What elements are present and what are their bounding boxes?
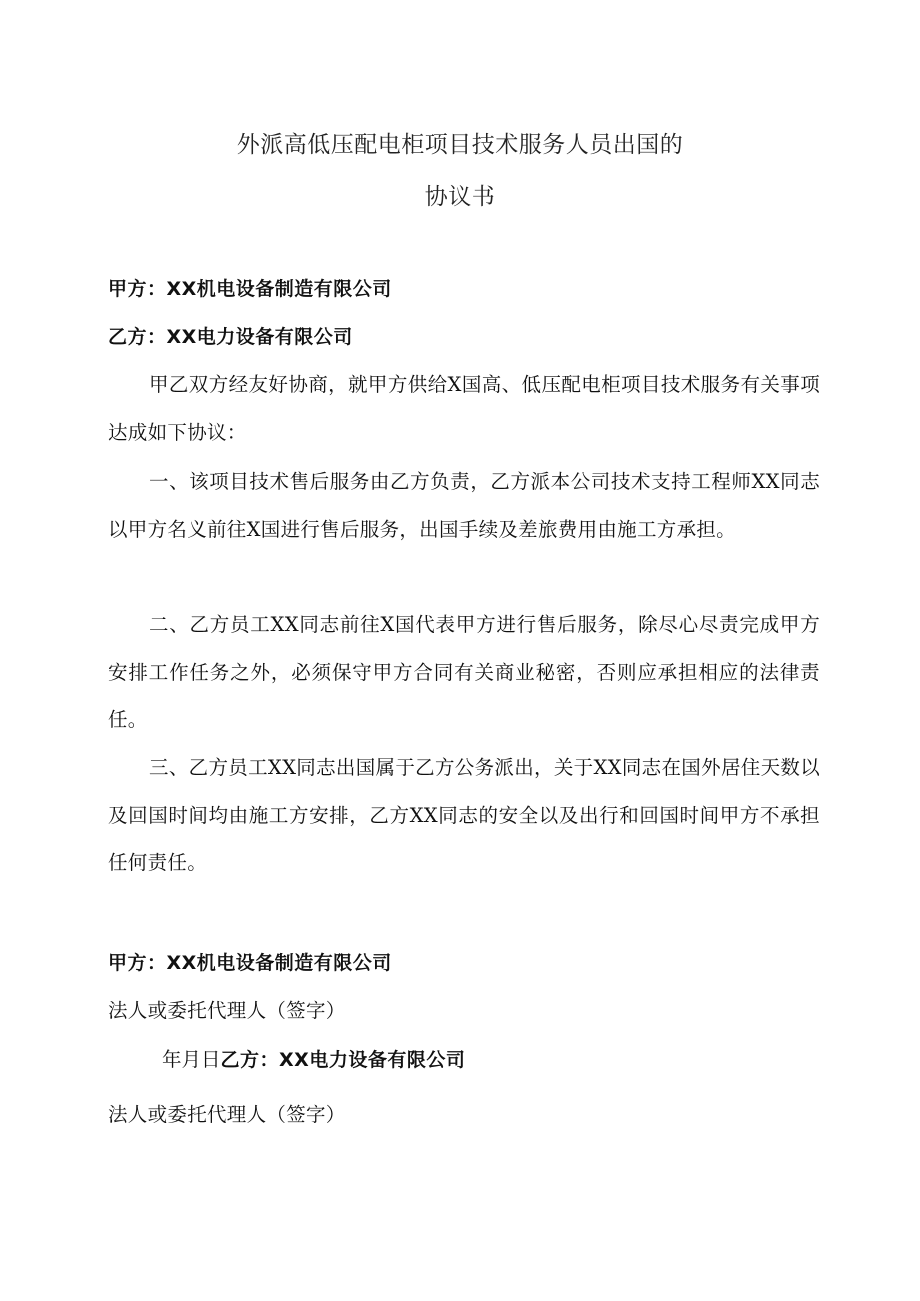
signature-party-a-name: 甲方：XX机电设备制造有限公司 bbox=[108, 952, 392, 974]
party-b-header: 乙方：XX电力设备有限公司 bbox=[108, 326, 353, 348]
clause-1-paragraph: 一、该项目技术售后服务由乙方负责，乙方派本公司技术支持工程师XX同志以甲方名义前往X国进行售后服务，出国手续及差旅费用由施工方承担。 bbox=[108, 470, 820, 541]
clause-2-paragraph: 二、乙方员工XX同志前往X国代表甲方进行售后服务，除尽心尽责完成甲方安排工作任务之外，必须保守甲方合同有关商业秘密，否则应承担相应的法律责任。 bbox=[108, 613, 820, 731]
legal-representative-a: 法人或委托代理人（签字） bbox=[108, 999, 346, 1022]
party-a-header: 甲方：XX机电设备制造有限公司 bbox=[108, 278, 392, 300]
signature-party-b-name: 乙方：XX电力设备有限公司 bbox=[220, 1049, 466, 1071]
intro-paragraph: 甲乙双方经友好协商，就甲方供给X国高、低压配电柜项目技术服务有关事项达成如下协议： bbox=[108, 373, 820, 444]
signature-date-line bbox=[162, 1044, 465, 1072]
document-title-line-2: 协议书 bbox=[424, 184, 496, 210]
document-title-line-1: 外派高低压配电柜项目技术服务人员出国的 bbox=[236, 132, 684, 158]
legal-representative-b: 法人或委托代理人（签字） bbox=[108, 1103, 346, 1126]
clause-3-paragraph: 三、乙方员工XX同志出国属于乙方公务派出，关于XX同志在国外居住天数以及回国时间均由施工方安排，乙方XX同志的安全以及出行和回国时间甲方不承担任何责任。 bbox=[108, 756, 820, 874]
signature-date-a: 年月日 bbox=[162, 1048, 221, 1071]
signature-party-a bbox=[108, 948, 392, 975]
